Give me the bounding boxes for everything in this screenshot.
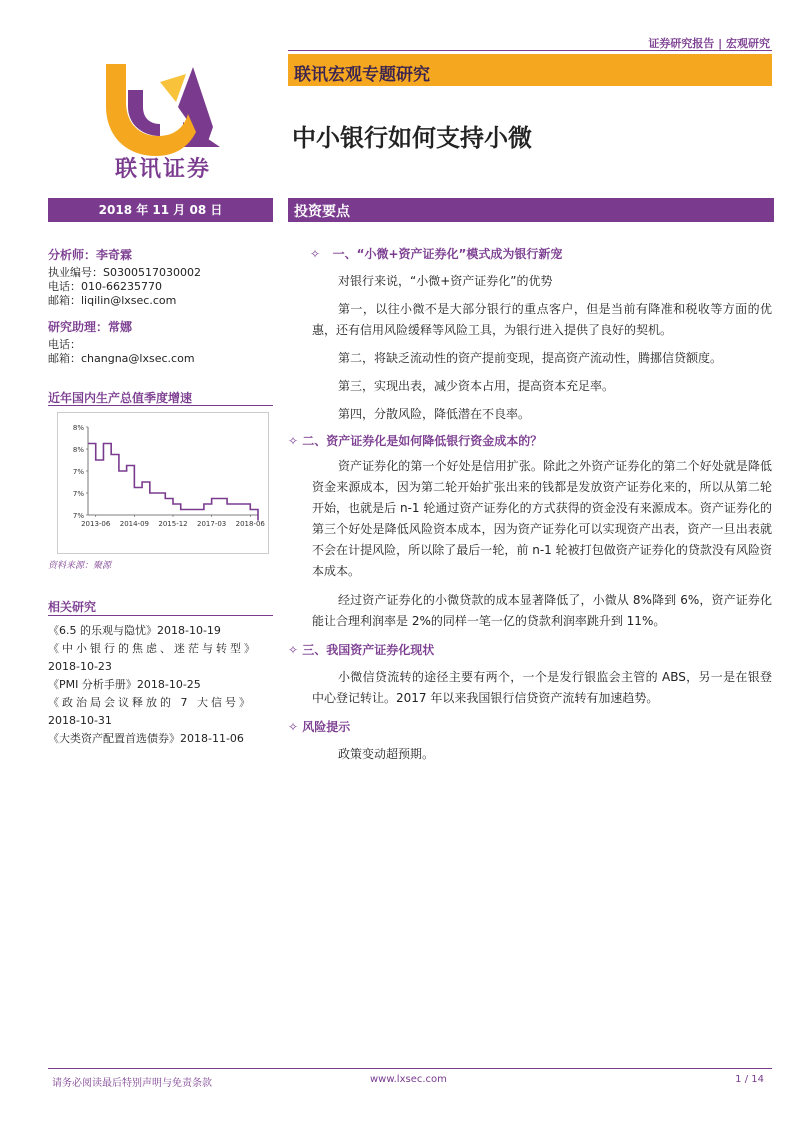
related-research-heading: 相关研究 [48, 600, 97, 614]
analyst-block [48, 248, 273, 366]
section-3-heading [288, 640, 772, 661]
logo-text: 联讯证券 [114, 157, 211, 182]
analyst-email: 邮箱：liqilin@lxsec.com [48, 294, 177, 307]
related-item[interactable]: 《PMI 分析手册》2018-10-25 [48, 678, 201, 691]
footer-page-number: 1 / 14 [735, 1074, 764, 1085]
footer-disclaimer[interactable]: 请务必阅读最后特别声明与免责条款 [52, 1078, 212, 1089]
report-date: 2018 年 11 月 08 日 [48, 198, 273, 222]
diamond-icon: ✧ [288, 720, 303, 734]
section-1-heading [288, 244, 772, 265]
diamond-icon: ✧ [310, 247, 333, 261]
section-1-paragraph: 对银行来说，“小微+资产证券化”的优势 [338, 274, 553, 288]
x-tick-label: 2015-12 [158, 520, 188, 528]
chart-title: 近年国内生产总值季度增速 [48, 391, 193, 405]
analyst-phone: 电话：010-66235770 [48, 280, 162, 293]
y-tick-label: 7% [72, 468, 84, 476]
gdp-chart-svg [58, 413, 268, 553]
y-tick-label: 7% [72, 490, 84, 498]
report-category: 证券研究报告 | 宏观研究 [648, 37, 770, 50]
related-item[interactable]: 《大类资产配置首选债券》2018-11-06 [48, 732, 244, 745]
section-2-paragraph: 经过资产证券化的小微贷款的成本显著降低了，小微从 8%降到 6%，资产证券化能让合理利润率是 2%的同样一笔一亿的贷款利润率跳升到 11%。 [312, 593, 772, 628]
related-research-list [48, 622, 268, 748]
investment-highlights-bar [288, 198, 774, 222]
section-3-title: 三、我国资产证券化现状 [302, 643, 435, 657]
related-item[interactable]: 《6.5 的乐观与隐忧》2018-10-19 [48, 624, 221, 637]
assistant-phone: 电话： [48, 338, 81, 351]
report-title: 中小银行如何支持小微 [292, 124, 532, 152]
related-research-divider [48, 615, 273, 616]
x-tick-label: 2017-03 [197, 520, 227, 528]
related-item[interactable]: 《政治局会议释放的 7 大信号》 [48, 696, 253, 709]
y-tick-label: 8% [72, 424, 84, 432]
y-tick-label: 7% [72, 512, 84, 520]
section-4-title: 风险提示 [302, 720, 351, 734]
section-3-paragraph: 小微信贷流转的途径主要有两个，一个是发行银监会主管的 ABS，另一是在银登中心登记转让。2017 年以来我国银行信贷资产流转有加速趋势。 [312, 670, 772, 705]
report-body [288, 244, 772, 765]
series-banner-text: 联讯宏观专题研究 [294, 65, 430, 85]
diamond-icon: ✧ [288, 643, 303, 657]
series-banner [288, 54, 772, 86]
gdp-series-line [88, 444, 258, 521]
diamond-icon: ✧ [288, 434, 303, 448]
footer-website[interactable]: www.lxsec.com [370, 1074, 447, 1085]
x-tick-label: 2013-06 [81, 520, 111, 528]
related-item[interactable]: 2018-10-31 [48, 714, 112, 727]
section-1-paragraph: 第二，将缺乏流动性的资产提前变现，提高资产流动性，腾挪信贷额度。 [338, 351, 723, 365]
footer-divider [48, 1068, 772, 1069]
related-item[interactable]: 2018-10-23 [48, 660, 112, 673]
section-1-paragraph: 第三，实现出表，减少资本占用，提高资本充足率。 [338, 379, 615, 393]
section-4-heading [288, 717, 772, 738]
gdp-chart [57, 412, 269, 554]
x-tick-label: 2014-09 [119, 520, 149, 528]
section-1-paragraph: 第四，分散风险，降低潜在不良率。 [338, 407, 531, 421]
y-tick-label: 8% [72, 446, 84, 454]
assistant-name: 研究助理：常娜 [48, 320, 133, 334]
chart-title-divider [48, 405, 273, 406]
header-divider [288, 50, 772, 51]
assistant-email: 邮箱：changna@lxsec.com [48, 352, 195, 365]
chart-source: 资料来源：聚源 [48, 561, 112, 571]
section-2-paragraph: 资产证券化的第一个好处是信用扩张。除此之外资产证券化的第二个好处就是降低资金来源成本，因为第二轮开始扩张出来的钱都是发放资产证券化来的，所以从第二轮开始，也就是后 n-1 轮通过资产证券化的方式获得的资金没有来源成本。资产证券化的第三个好处是降低风险资本成本，因为资产证券化可以实现资产出表，资产一旦出表就不会在计提风险，所以除了最后一轮，前 n-1 轮被打包做资产证券化的贷款没有风险资本成本。 [312, 459, 772, 578]
analyst-id: 执业编号：S0300517030002 [48, 266, 201, 279]
section-2-heading [288, 431, 772, 452]
analyst-name: 分析师：李奇霖 [48, 248, 133, 262]
section-4-paragraph: 政策变动超预期。 [338, 747, 435, 761]
related-item[interactable]: 《中小银行的焦虑、迷茫与转型》 [48, 642, 258, 655]
x-tick-label: 2018-06 [235, 520, 265, 528]
investment-highlights-title: 投资要点 [294, 204, 350, 220]
section-1-title: 一、“小微+资产证券化”模式成为银行新宠 [332, 247, 563, 261]
section-1-paragraph: 第一，以往小微不是大部分银行的重点客户，但是当前有降准和税收等方面的优惠，还有信用风险缓释等风险工具，为银行进入提供了良好的契机。 [312, 302, 772, 337]
section-2-title: 二、资产证券化是如何降低银行资金成本的？ [302, 434, 543, 448]
